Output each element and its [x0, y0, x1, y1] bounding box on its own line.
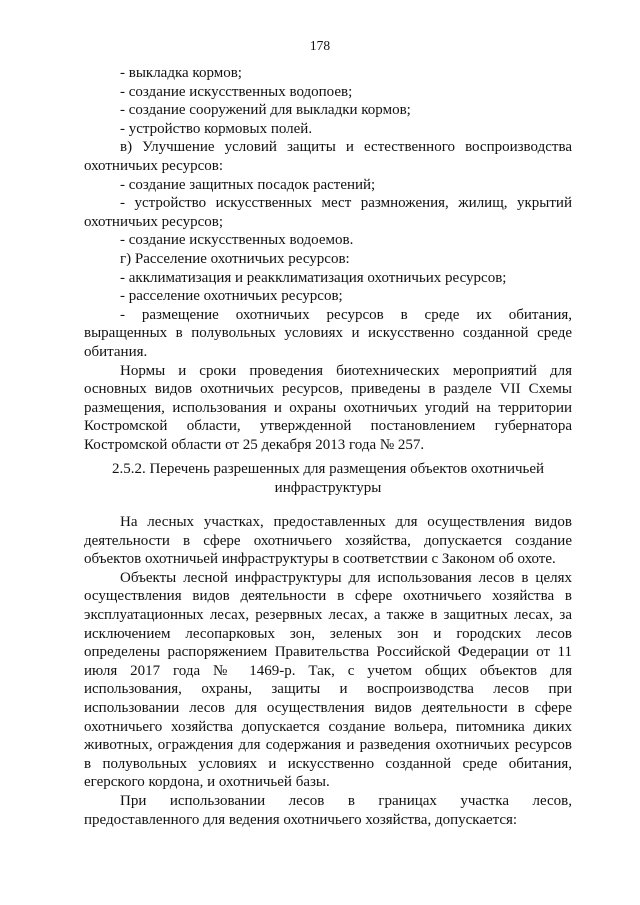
item-g-heading: г) Расселение охотничьих ресурсов:: [120, 250, 350, 267]
list-item: - создание защитных посадок растений;: [120, 176, 376, 193]
section-heading-line1: 2.5.2. Перечень разрешенных для размещения объектов охотничьей: [111, 461, 545, 477]
list-item: - создание искусственных водоемов.: [120, 232, 354, 249]
page-number: 178: [309, 38, 331, 53]
paragraph-2-line: егерского кордона, и охотничьей базы.: [84, 774, 330, 791]
paragraph-2-line: эксплуатационных лесах, резервных лесах, а также в защитных лесах, за: [84, 606, 572, 623]
paragraph-2-line: определены распоряжением Правительства Российской Федерации от 11: [84, 644, 572, 661]
norms-line: размещения, использования и охраны охотничьих угодий на территории: [84, 399, 572, 416]
paragraph-2-line: животных, ограждения для содержания и разведения охотничьих ресурсов: [84, 737, 572, 754]
list-item: - размещение охотничьих ресурсов в среде их обитания,: [120, 306, 572, 323]
list-item-continuation: выращенных в полувольных условиях и искусственно созданной среде: [84, 325, 572, 342]
measures-list-continued: [84, 64, 572, 454]
section-heading-line2: инфраструктуры: [274, 479, 382, 496]
section-heading: [84, 460, 572, 497]
norms-line: Костромской области, утвержденной постановлением губернатора: [84, 418, 572, 435]
paragraph-2-line: в полувольных условиях и искусственно созданной среде обитания,: [84, 755, 572, 772]
paragraph-2-line: использовании лесов для осуществления видов деятельности в сфере: [84, 699, 572, 716]
paragraph-2-line: июля 2017 года № 1469-р. Так, с учетом общих объектов для: [84, 662, 572, 679]
paragraph-2-line: Объекты лесной инфраструктуры для использования лесов в целях: [120, 569, 572, 586]
list-item: - создание искусственных водопоев;: [120, 83, 353, 100]
body-text: [84, 513, 572, 829]
norms-line: Нормы и сроки проведения биотехнических мероприятий для: [120, 362, 572, 379]
paragraph-1-line: На лесных участках, предоставленных для осуществления видов: [120, 514, 572, 530]
paragraph-1-line: объектов охотничьей инфраструктуры в соответствии с Законом об охоте.: [84, 551, 556, 568]
paragraph-3-line: предоставленного для ведения охотничьего хозяйства, допускается:: [84, 811, 518, 828]
list-item-continuation: обитания.: [84, 343, 148, 360]
item-v-heading-line2: охотничьих ресурсов:: [84, 157, 224, 174]
paragraph-2-line: использования, охраны, защиты и воспроизводства лесов при: [84, 681, 572, 698]
paragraph-2-line: исключением лесопарковых зон, зеленых зон и городских лесов: [84, 625, 572, 642]
norms-line: Костромской области от 25 декабря 2013 года № 257.: [84, 436, 425, 453]
list-item: - устройство искусственных мест размножения, жилищ, укрытий: [120, 195, 572, 212]
list-item: - устройство кормовых полей.: [120, 120, 313, 137]
list-item: - акклиматизация и реакклиматизация охотничьих ресурсов;: [120, 269, 507, 286]
paragraph-2-line: осуществления видов деятельности в сфере охотничьего хозяйства в: [84, 588, 572, 605]
paragraph-1-line: деятельности в сфере охотничьего хозяйства, допускается создание: [84, 532, 572, 549]
list-item: - расселение охотничьих ресурсов;: [120, 288, 343, 305]
list-item-continuation: охотничьих ресурсов;: [84, 213, 224, 230]
item-v-heading-line1: в) Улучшение условий защиты и естественного воспроизводства: [120, 139, 572, 156]
paragraph-3-line: При использовании лесов в границах участка лесов,: [120, 792, 572, 809]
paragraph-2-line: охотничьего хозяйства допускается создание вольера, питомника диких: [84, 718, 572, 735]
list-item: - создание сооружений для выкладки кормов;: [120, 102, 411, 119]
list-item: - выкладка кормов;: [120, 65, 242, 81]
norms-line: основных видов охотничьих ресурсов, приведены в разделе VII Схемы: [84, 381, 572, 398]
